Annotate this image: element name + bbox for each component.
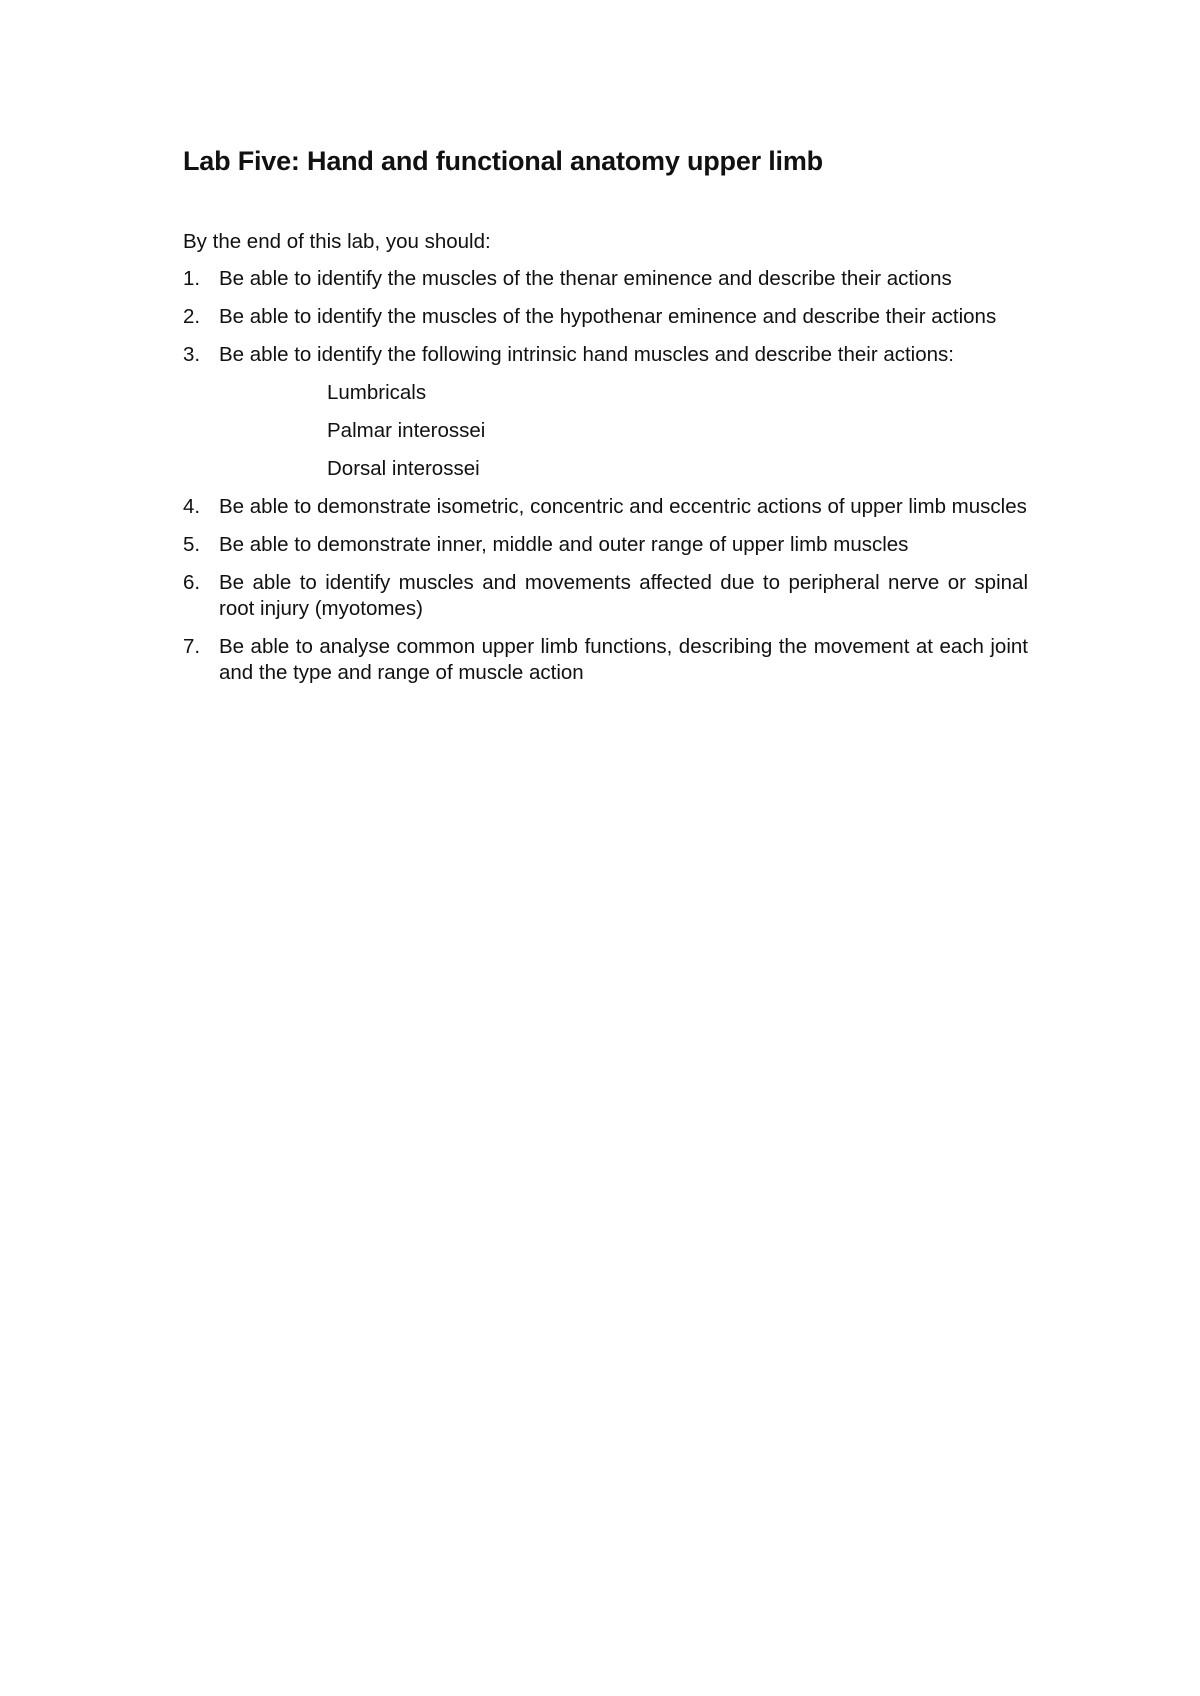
intro-text: By the end of this lab, you should:	[183, 230, 491, 253]
objective-item	[183, 634, 1028, 686]
objective-text: Be able to demonstrate inner, middle and outer range of upper limb muscles	[219, 533, 909, 556]
objective-number: 6.	[183, 571, 201, 594]
objective-number: 2.	[183, 305, 201, 328]
objective-number: 3.	[183, 343, 201, 366]
objective-text: Be able to analyse common upper limb functions, describing the movement at each joint and the type and range of muscle action	[219, 635, 1028, 684]
objective-item	[183, 494, 1028, 520]
objective-item	[183, 266, 1028, 292]
objective-number: 4.	[183, 495, 201, 518]
objective-text: Be able to identify the following intrinsic hand muscles and describe their actions:	[219, 343, 954, 366]
objective-number: 1.	[183, 267, 201, 290]
objective-item	[183, 570, 1028, 622]
sublist-item: Palmar interossei	[327, 419, 486, 442]
objective-text: Be able to identify muscles and movements affected due to peripheral nerve or spinal root injury (myotomes)	[219, 571, 1028, 620]
objective-item	[183, 532, 1028, 558]
objective-number: 5.	[183, 533, 201, 556]
sublist-item: Dorsal interossei	[327, 457, 480, 480]
objective-text: Be able to identify the muscles of the hypothenar eminence and describe their actions	[219, 305, 997, 328]
objectives-list	[183, 266, 1028, 698]
objective-text: Be able to demonstrate isometric, concentric and eccentric actions of upper limb muscles	[219, 495, 1027, 518]
sublist-item: Lumbricals	[327, 381, 427, 404]
objective-number: 7.	[183, 635, 201, 658]
objective-item	[183, 342, 1028, 482]
objective-text: Be able to identify the muscles of the thenar eminence and describe their actions	[219, 267, 952, 290]
objective-item	[183, 304, 1028, 330]
page-title: Lab Five: Hand and functional anatomy upper limb	[183, 146, 823, 176]
muscle-sublist	[219, 380, 1028, 482]
